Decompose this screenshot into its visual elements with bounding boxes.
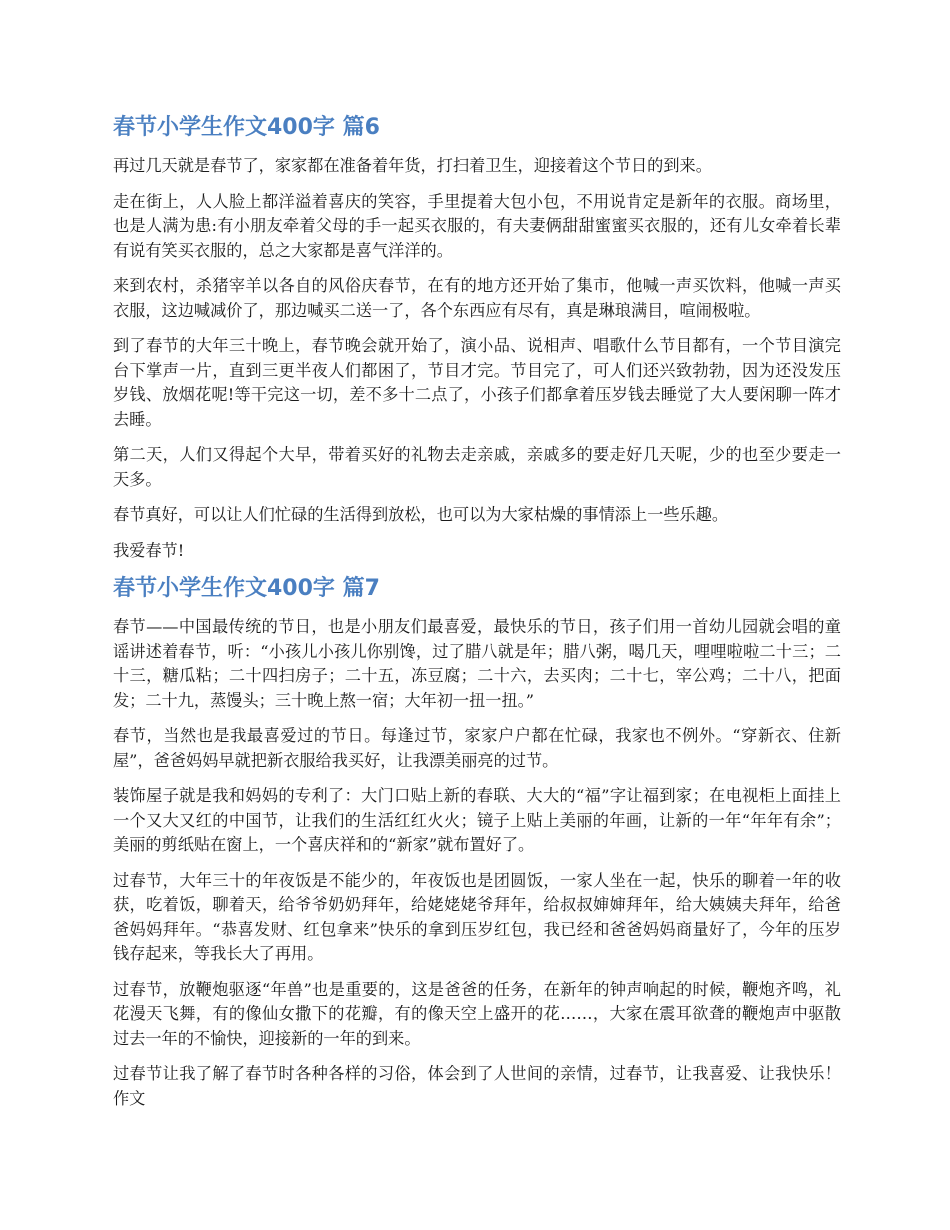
paragraph: 过春节，放鞭炮驱逐“年兽”也是重要的，这是爸爸的任务，在新年的钟声响起的时候，鞭炮齐鸣，礼花漫天飞舞，有的像仙女撒下的花瓣，有的像天空上盛开的花……，大家在震耳欲聋的鞭炮声中驱散过去一年的不愉快，迎接新的一年的到来。 (113, 979, 841, 1048)
section-title-7: 春节小学生作文400字 篇7 (113, 576, 380, 601)
section-title-6: 春节小学生作文400字 篇6 (113, 115, 380, 140)
document-page (113, 112, 841, 1111)
paragraph: 再过几天就是春节了，家家都在准备着年货，打扫着卫生，迎接着这个节日的到来。 (113, 156, 712, 175)
paragraph: 过春节让我了解了春节时各种各样的习俗，体会到了人世间的亲情，过春节，让我喜爱、让我快乐！作文 (113, 1064, 841, 1108)
paragraph: 春节——中国最传统的节日，也是小朋友们最喜爱，最快乐的节日，孩子们用一首幼儿园就会唱的童谣讲述着春节，听：“小孩儿小孩儿你别馋，过了腊八就是年；腊八粥，喝几天，哩哩啦啦二十三；二十三，糖瓜粘；二十四扫房子；二十五，冻豆腐；二十六，去买肉；二十七，宰公鸡；二十八，把面发；二十九，蒸馒头；三十晚上熬一宿；大年初一扭一扭。” (113, 617, 841, 710)
paragraph: 装饰屋子就是我和妈妈的专利了：大门口贴上新的春联、大大的“福”字让福到家；在电视柜上面挂上一个又大又红的中国节，让我们的生活红红火火；镜子上贴上美丽的年画，让新的一年“年年有余”；美丽的剪纸贴在窗上，一个喜庆祥和的“新家”就布置好了。 (113, 786, 841, 854)
paragraph: 春节，当然也是我最喜爱过的节日。每逢过节，家家户户都在忙碌，我家也不例外。“穿新衣、住新屋”，爸爸妈妈早就把新衣服给我买好，让我漂美丽亮的过节。 (113, 726, 841, 770)
paragraph: 春节真好，可以让人们忙碌的生活得到放松，也可以为大家枯燥的事情添上一些乐趣。 (113, 505, 729, 524)
paragraph: 来到农村，杀猪宰羊以各自的风俗庆春节，在有的地方还开始了集市，他喊一声买饮料，他喊一声买衣服，这边喊减价了，那边喊买二送一了，各个东西应有尽有，真是琳琅满目，喧闹极啦。 (113, 276, 841, 320)
paragraph: 到了春节的大年三十晚上，春节晚会就开始了，演小品、说相声、唱歌什么节目都有，一个节目演完台下掌声一片，直到三更半夜人们都困了，节目才完。节目完了，可人们还兴致勃勃，因为还没发压岁钱、放烟花呢!等干完这一切，差不多十二点了，小孩子们都拿着压岁钱去睡觉了大人要闲聊一阵才去睡。 (113, 336, 841, 429)
paragraph: 过春节，大年三十的年夜饭是不能少的，年夜饭也是团圆饭，一家人坐在一起，快乐的聊着一年的收获，吃着饭，聊着天，给爷爷奶奶拜年，给姥姥姥爷拜年，给叔叔婶婶拜年，给大姨姨夫拜年，给爸爸妈妈拜年。“恭喜发财、红包拿来”快乐的拿到压岁红包，我已经和爸爸妈妈商量好了，今年的压岁钱存起来，等我长大了再用。 (113, 870, 841, 963)
paragraph: 第二天，人们又得起个大早，带着买好的礼物去走亲戚，亲戚多的要走好几天呢，少的也至少要走一天多。 (113, 445, 841, 489)
paragraph: 我爱春节! (113, 540, 185, 560)
paragraph: 走在街上，人人脸上都洋溢着喜庆的笑容，手里提着大包小包，不用说肯定是新年的衣服。商场里，也是人满为患:有小朋友牵着父母的手一起买衣服的，有夫妻俩甜甜蜜蜜买衣服的，还有儿女牵着长辈有说有笑买衣服的，总之大家都是喜气洋洋的。 (113, 191, 841, 260)
